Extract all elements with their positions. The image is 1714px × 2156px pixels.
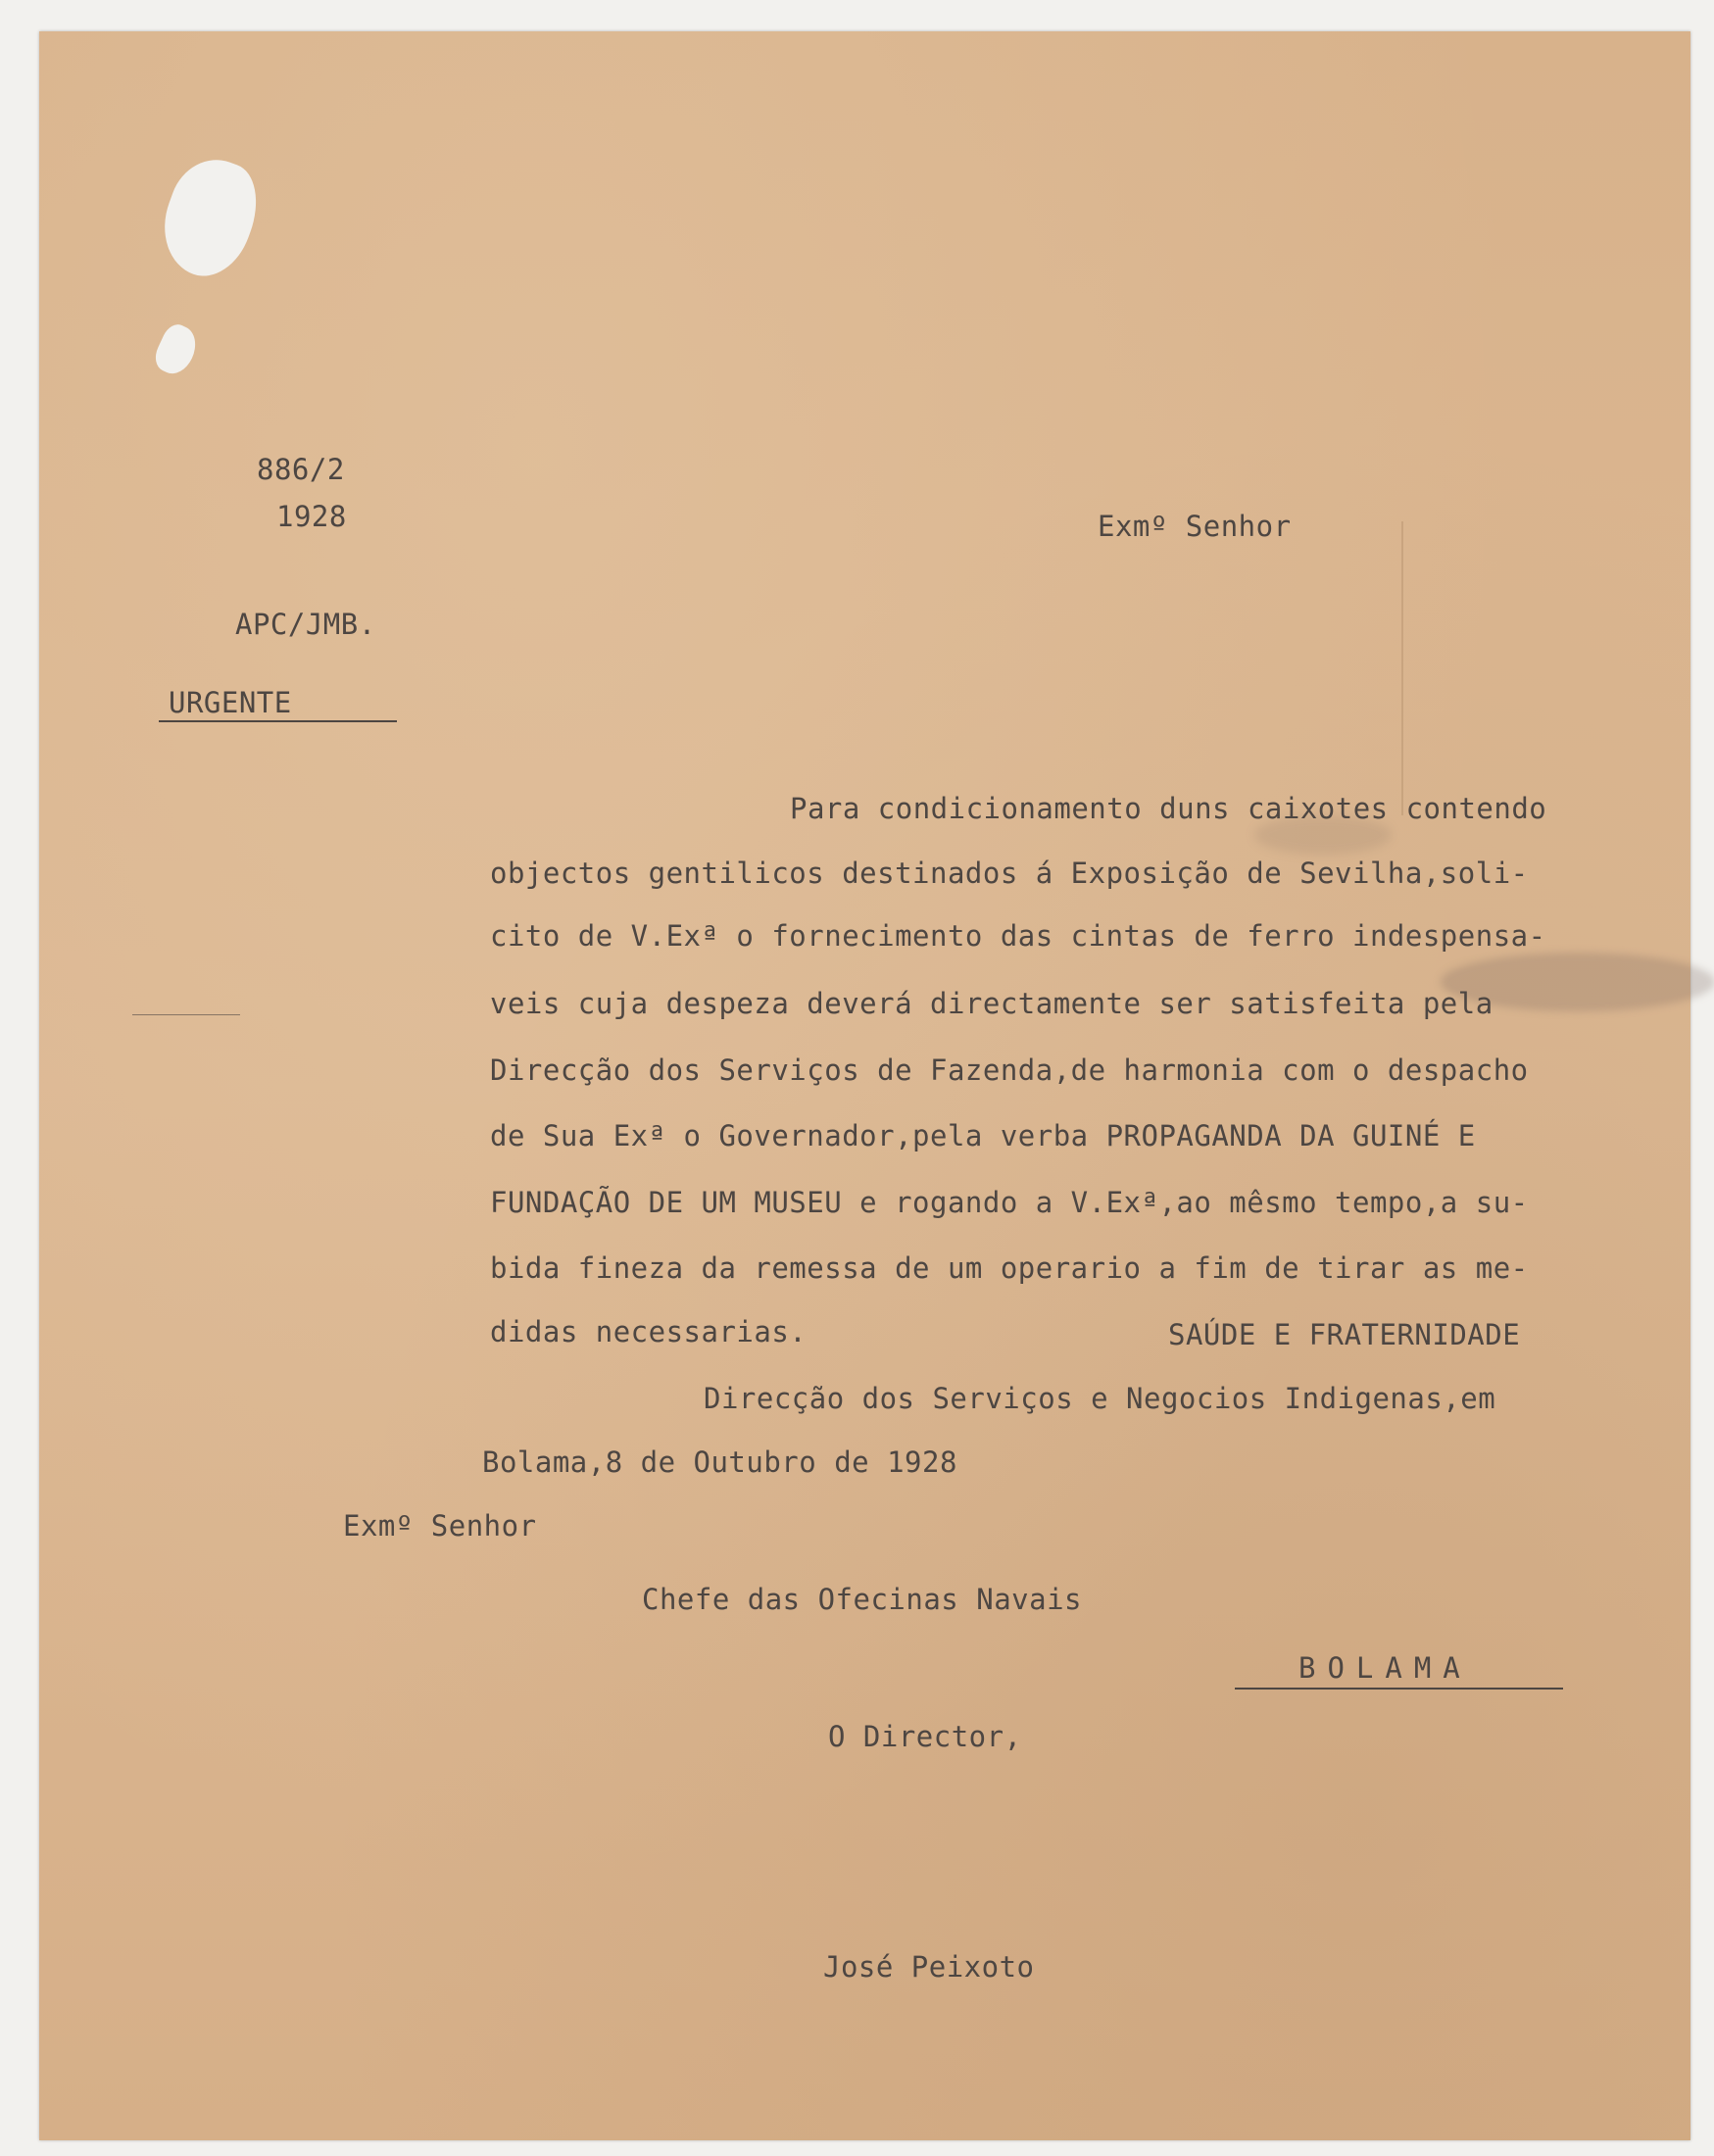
body-line: Direcção dos Serviços de Fazenda,de harmonia com o despacho bbox=[490, 1054, 1529, 1087]
body-line: de Sua Exª o Governador,pela verba PROPAGANDA DA GUINÉ E bbox=[490, 1119, 1476, 1152]
body-line: Para condicionamento duns caixotes contendo bbox=[790, 792, 1547, 825]
signatory-role: O Director, bbox=[828, 1720, 1022, 1753]
reference-number: 886/2 bbox=[257, 453, 345, 486]
reference-year: 1928 bbox=[276, 500, 347, 533]
urgency-underline bbox=[159, 720, 397, 722]
author-initials: APC/JMB. bbox=[235, 608, 376, 641]
urgency-label: URGENTE bbox=[169, 686, 292, 719]
body-line: bida fineza da remessa de um operario a fim de tirar as me- bbox=[490, 1251, 1529, 1285]
paper-damage-hole bbox=[150, 320, 203, 380]
body-line: didas necessarias. bbox=[490, 1315, 808, 1348]
body-line: FUNDAÇÃO DE UM MUSEU e rogando a V.Exª,ao mêsmo tempo,a su- bbox=[490, 1186, 1529, 1219]
place-date: Bolama,8 de Outubro de 1928 bbox=[482, 1446, 957, 1479]
body-line: cito de V.Exª o fornecimento das cintas de ferro indespensa- bbox=[490, 919, 1546, 953]
salutation: Exmº Senhor bbox=[1098, 510, 1292, 543]
paper-damage-hole bbox=[149, 148, 270, 288]
closing-greeting: SAÚDE E FRATERNIDADE bbox=[1168, 1318, 1521, 1351]
recipient-title: Chefe das Ofecinas Navais bbox=[642, 1583, 1082, 1616]
signatory-name: José Peixoto bbox=[823, 1950, 1035, 1984]
city-underline bbox=[1235, 1688, 1563, 1690]
recipient-city: BOLAMA bbox=[1298, 1651, 1472, 1685]
department-line: Direcção dos Serviços e Negocios Indigenas,em bbox=[704, 1382, 1496, 1415]
body-line: veis cuja despeza deverá directamente ser satisfeita pela bbox=[490, 987, 1494, 1020]
paper-crease bbox=[1401, 521, 1403, 815]
recipient-salutation: Exmº Senhor bbox=[343, 1509, 537, 1543]
body-line: objectos gentilicos destinados á Exposição de Sevilha,soli- bbox=[490, 857, 1529, 890]
margin-mark bbox=[132, 1014, 240, 1015]
